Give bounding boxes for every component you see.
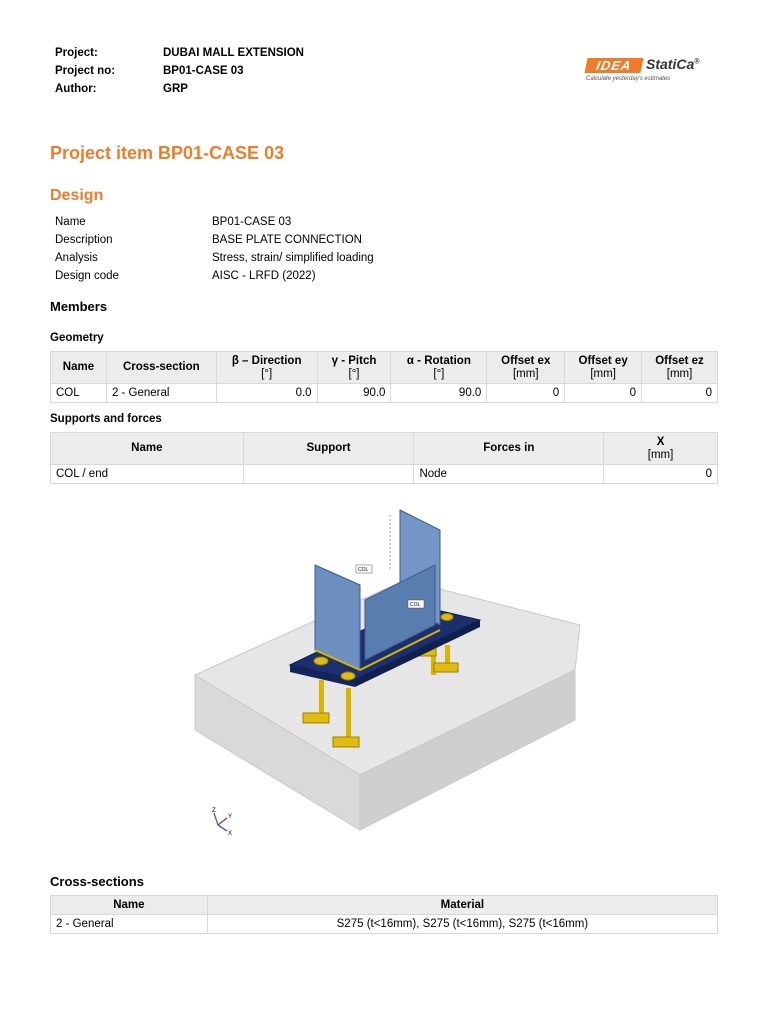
table-cell: COL bbox=[51, 384, 107, 403]
header-row-project bbox=[55, 44, 304, 62]
column-header bbox=[317, 352, 391, 384]
column-header-label: Offset ex bbox=[501, 354, 551, 367]
design-value: AISC - LRFD (2022) bbox=[212, 270, 316, 282]
geometry-heading: Geometry bbox=[50, 332, 104, 344]
design-value: BASE PLATE CONNECTION bbox=[212, 234, 362, 246]
column-header bbox=[642, 352, 718, 384]
supports-header-row bbox=[51, 433, 718, 465]
anchor-washer bbox=[303, 713, 329, 723]
supports-table bbox=[50, 432, 718, 484]
column-header-unit: [°] bbox=[348, 367, 360, 380]
design-key: Analysis bbox=[55, 252, 98, 264]
axis-z-label: Z bbox=[212, 808, 216, 814]
column-header bbox=[565, 352, 642, 384]
anchor-washer bbox=[333, 737, 359, 747]
geometry-table bbox=[50, 351, 718, 403]
header-value: DUBAI MALL EXTENSION bbox=[163, 47, 304, 59]
header-row-author bbox=[55, 80, 304, 98]
table-cell: 2 - General bbox=[51, 915, 208, 934]
anchor-nut bbox=[314, 657, 328, 665]
anchor-washer bbox=[434, 663, 458, 672]
column-header-label: Name bbox=[131, 442, 163, 454]
column-header bbox=[106, 352, 216, 384]
table-cell: S275 (t<16mm), S275 (t<16mm), S275 (t<16mm) bbox=[207, 915, 717, 934]
column-header-unit: [°] bbox=[261, 367, 273, 380]
anchor-nut bbox=[341, 672, 355, 680]
column-header bbox=[604, 433, 718, 465]
members-heading: Members bbox=[50, 299, 108, 314]
design-heading: Design bbox=[50, 187, 104, 204]
table-cell: 0 bbox=[487, 384, 565, 403]
header-key: Project no: bbox=[55, 65, 116, 77]
axis-y-label: Y bbox=[228, 814, 233, 820]
table-cell: 0.0 bbox=[216, 384, 317, 403]
design-properties bbox=[55, 213, 374, 285]
column-header-label: Forces in bbox=[483, 442, 535, 454]
member-label-2: COL bbox=[410, 602, 421, 608]
column-header-unit: [°] bbox=[433, 367, 445, 380]
column-header-label: Name bbox=[113, 898, 145, 911]
column-header bbox=[487, 352, 565, 384]
column-header bbox=[51, 433, 244, 465]
column-header-label: Offset ey bbox=[578, 354, 628, 367]
logo-registered-mark: ® bbox=[694, 58, 700, 66]
table-row bbox=[51, 384, 718, 403]
table-cell bbox=[243, 465, 414, 484]
column-header bbox=[207, 896, 717, 915]
column-header bbox=[216, 352, 317, 384]
table-cell: 90.0 bbox=[391, 384, 487, 403]
logo-brand-text bbox=[646, 56, 699, 72]
logo-tagline: Calculate yesterday's estimates bbox=[586, 76, 671, 82]
column-header-unit: [mm] bbox=[512, 367, 539, 380]
column-header-label: β – Direction bbox=[231, 354, 302, 367]
column-header bbox=[391, 352, 487, 384]
column-header-label: Support bbox=[306, 442, 351, 454]
table-row bbox=[51, 915, 718, 934]
design-key: Name bbox=[55, 216, 86, 228]
column-header-label: α - Rotation bbox=[406, 354, 471, 367]
project-header bbox=[55, 44, 304, 98]
header-row-project-no bbox=[55, 62, 304, 80]
idea-statica-logo bbox=[586, 56, 716, 86]
axis-x-label: X bbox=[228, 831, 233, 837]
cross-sections-table bbox=[50, 895, 718, 934]
connection-3d-model bbox=[190, 485, 590, 845]
column-header-label: Material bbox=[440, 898, 485, 911]
axes-indicator bbox=[212, 808, 232, 837]
design-key: Design code bbox=[55, 270, 119, 282]
column-header bbox=[414, 433, 604, 465]
column-header bbox=[51, 896, 208, 915]
column-header-unit: [mm] bbox=[666, 367, 693, 380]
table-cell: 0 bbox=[604, 465, 718, 484]
cross-sections-header-row bbox=[51, 896, 718, 915]
column-header-label: Offset ez bbox=[655, 354, 704, 367]
column-header-label: γ - Pitch bbox=[331, 354, 377, 367]
table-cell: 0 bbox=[642, 384, 718, 403]
column-header-label: Cross-section bbox=[122, 361, 200, 373]
member-label-1: COL bbox=[358, 567, 369, 573]
design-key: Description bbox=[55, 234, 113, 246]
design-value: BP01-CASE 03 bbox=[212, 216, 292, 228]
design-row bbox=[55, 267, 374, 285]
column-header-unit: [mm] bbox=[647, 448, 674, 461]
anchor-nut bbox=[441, 614, 453, 621]
supports-heading: Supports and forces bbox=[50, 413, 162, 425]
logo-brand-name: StatiCa bbox=[646, 56, 695, 72]
column-header bbox=[51, 352, 107, 384]
cross-sections-heading: Cross-sections bbox=[50, 874, 144, 889]
table-cell: 2 - General bbox=[106, 384, 216, 403]
table-cell: 90.0 bbox=[317, 384, 391, 403]
column-header bbox=[243, 433, 414, 465]
header-key: Author: bbox=[55, 83, 97, 95]
page-title: Project item BP01-CASE 03 bbox=[50, 143, 285, 163]
logo-brand-box: IDEA bbox=[584, 58, 643, 73]
design-row bbox=[55, 249, 374, 267]
anchor-rod bbox=[346, 688, 351, 740]
design-row bbox=[55, 213, 374, 231]
table-row bbox=[51, 465, 718, 484]
table-cell: Node bbox=[414, 465, 604, 484]
column-header-label: Name bbox=[62, 361, 95, 373]
design-row bbox=[55, 231, 374, 249]
header-value: GRP bbox=[163, 83, 188, 95]
table-cell: 0 bbox=[565, 384, 642, 403]
header-key: Project: bbox=[55, 47, 98, 59]
column-header-unit: [mm] bbox=[590, 367, 616, 380]
header-value: BP01-CASE 03 bbox=[163, 65, 244, 77]
table-cell: COL / end bbox=[51, 465, 244, 484]
design-value: Stress, strain/ simplified loading bbox=[212, 252, 374, 264]
geometry-header-row bbox=[51, 352, 718, 384]
column-header-label: X bbox=[656, 435, 665, 448]
